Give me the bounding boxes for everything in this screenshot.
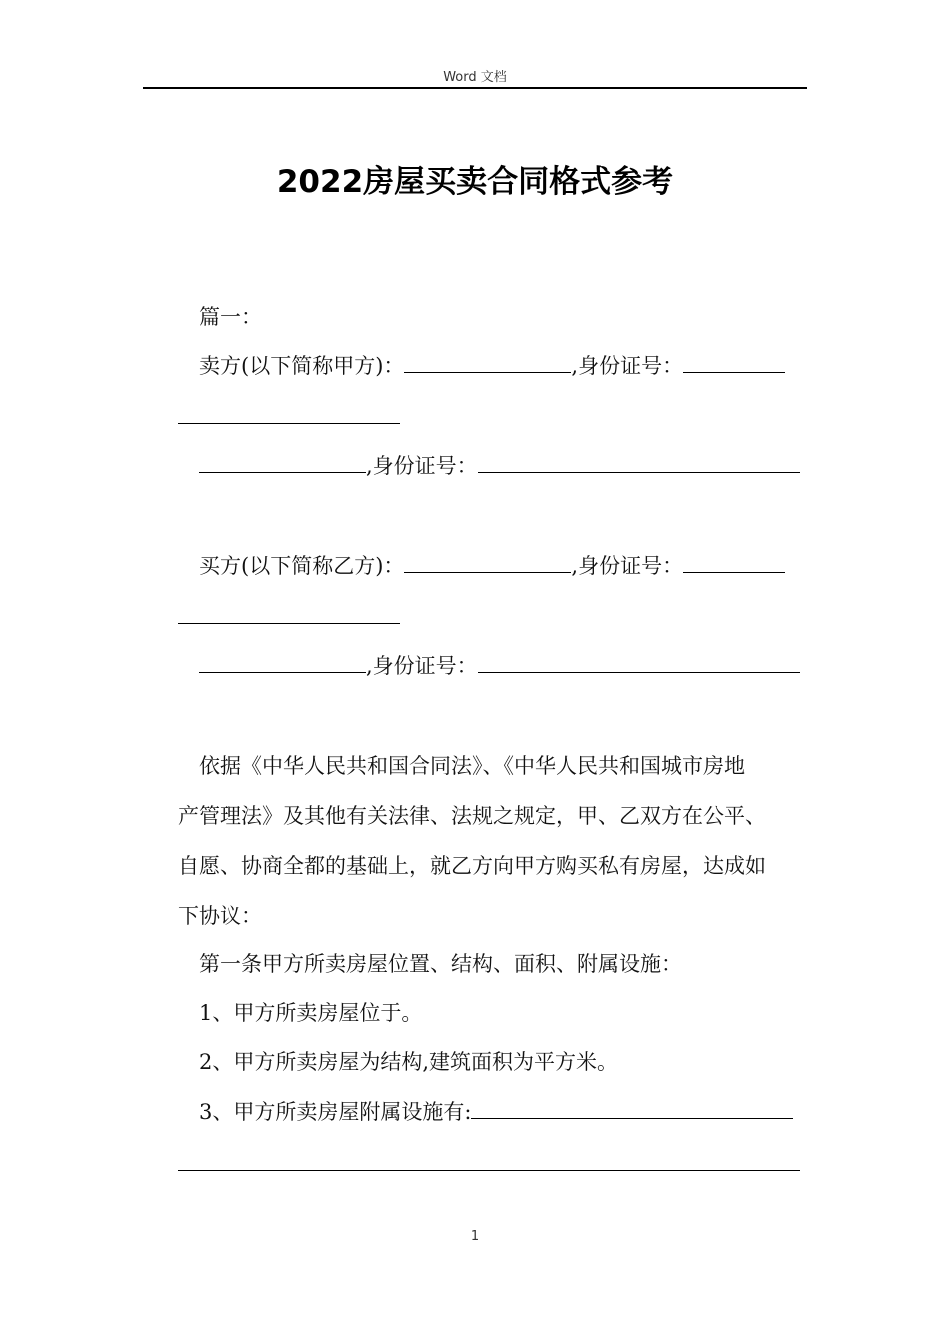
seller-id-blank[interactable] — [683, 352, 785, 373]
seller-line — [199, 351, 785, 381]
buyer2-id-label: ,身份证号： — [366, 654, 478, 678]
seller2-id-label: ,身份证号： — [366, 454, 478, 478]
facilities-continuation-blank[interactable] — [178, 1170, 800, 1171]
basis-paragraph-line-4: 下协议： — [178, 904, 262, 928]
article1-item-3 — [199, 1097, 793, 1127]
basis-paragraph-line-3: 自愿、协商全都的基础上，就乙方向甲方购买私有房屋，达成如 — [178, 854, 766, 878]
article1-item-3-label: 3、甲方所卖房屋附属设施有: — [199, 1100, 472, 1124]
buyer-id-blank[interactable] — [683, 552, 785, 573]
page-header: Word 文档 — [443, 70, 507, 85]
page-number: 1 — [470, 1229, 480, 1244]
buyer-continuation-blank[interactable] — [178, 623, 400, 624]
header-divider — [143, 87, 807, 89]
buyer-label: 买方(以下简称乙方)： — [199, 554, 405, 578]
seller-id-label: ,身份证号： — [571, 354, 684, 378]
seller2-name-blank[interactable] — [199, 452, 366, 473]
facilities-blank[interactable] — [471, 1098, 793, 1119]
basis-paragraph-line-2: 产管理法》及其他有关法律、法规之规定，甲、乙双方在公平、 — [178, 804, 766, 828]
seller-label: 卖方(以下简称甲方)： — [199, 354, 405, 378]
buyer-line — [199, 551, 785, 581]
buyer-second-line — [199, 651, 800, 681]
buyer2-name-blank[interactable] — [199, 652, 366, 673]
article1-item-2: 2、甲方所卖房屋为结构,建筑面积为平方米。 — [199, 1050, 619, 1074]
article1-item-1: 1、甲方所卖房屋位于。 — [199, 1001, 423, 1025]
buyer-id-label: ,身份证号： — [571, 554, 684, 578]
seller2-id-blank[interactable] — [478, 452, 800, 473]
article1-heading: 第一条甲方所卖房屋位置、结构、面积、附属设施： — [199, 952, 682, 976]
section-label: 篇一： — [199, 305, 262, 329]
seller-continuation-blank[interactable] — [178, 423, 400, 424]
buyer2-id-blank[interactable] — [478, 652, 800, 673]
buyer-name-blank[interactable] — [404, 552, 571, 573]
document-title: 2022房屋买卖合同格式参考 — [276, 164, 674, 200]
basis-paragraph-line-1: 依据《中华人民共和国合同法》、《中华人民共和国城市房地 — [199, 754, 745, 778]
seller-name-blank[interactable] — [404, 352, 571, 373]
seller-second-line — [199, 451, 800, 481]
